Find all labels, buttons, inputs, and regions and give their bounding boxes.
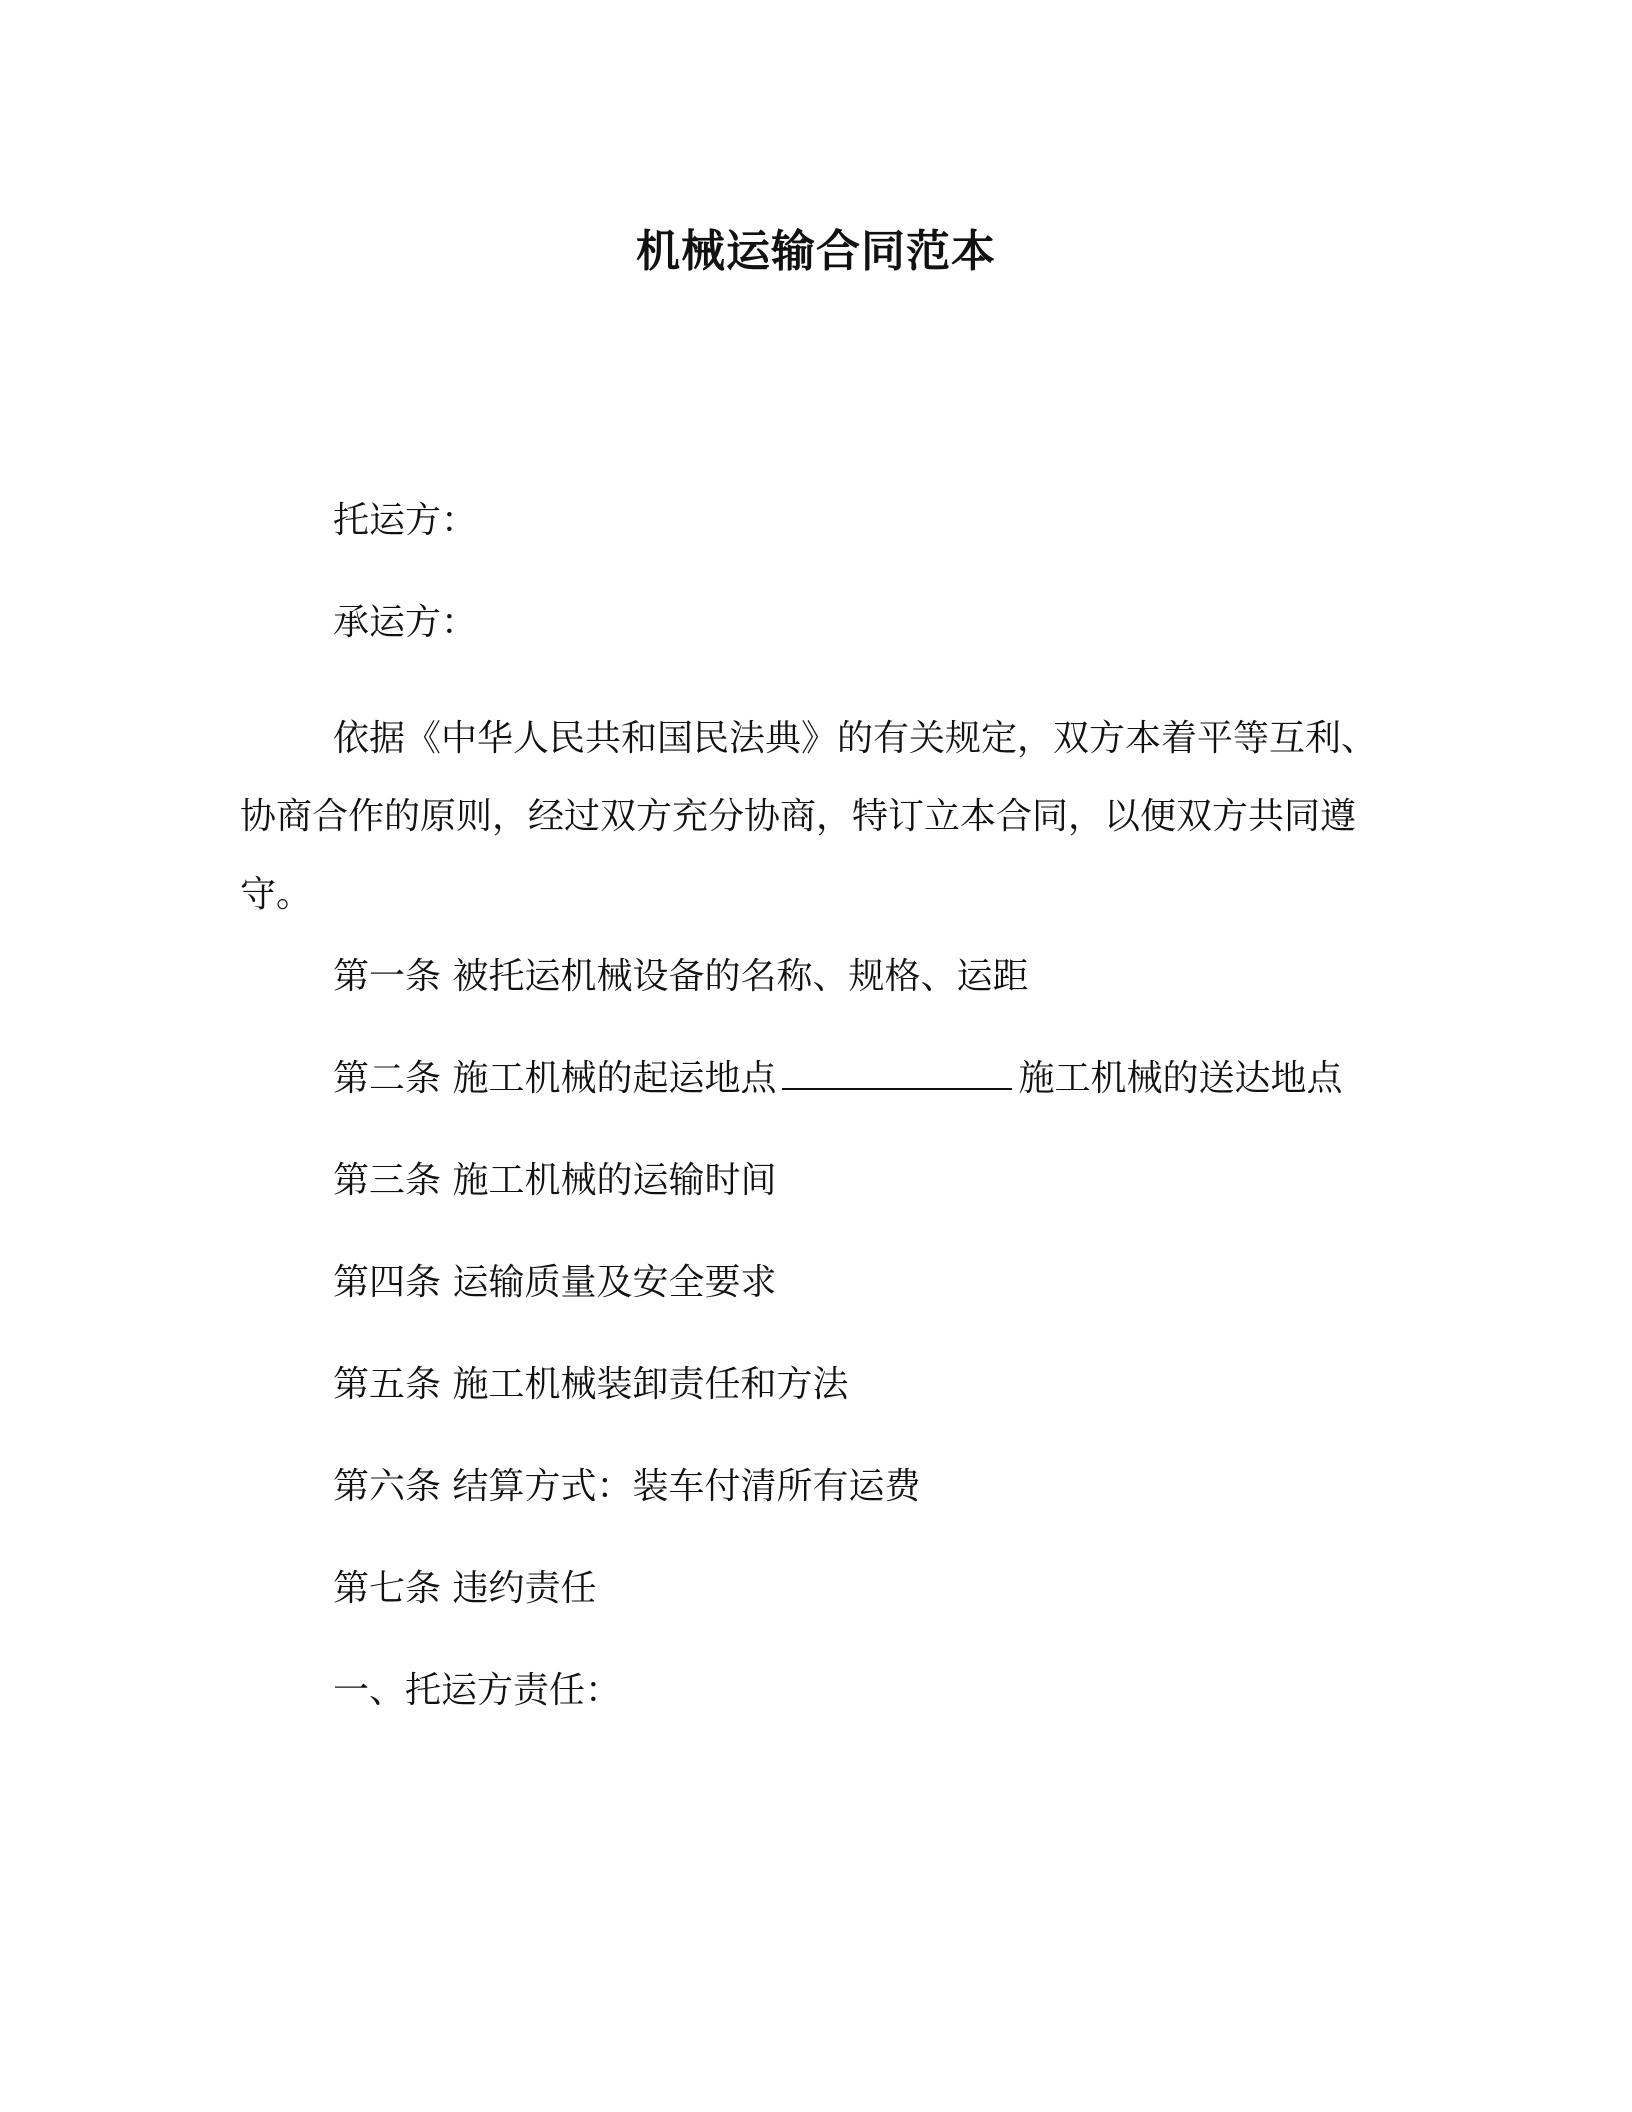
section-consignor-responsibility: 一、托运方责任：	[333, 1670, 622, 1711]
origin-blank-line	[782, 1058, 1012, 1090]
consignor-label: 托运方：	[333, 500, 478, 541]
article-2	[333, 1054, 1342, 1104]
document-title: 机械运输合同范本	[636, 226, 996, 277]
article-2-origin: 第二条 施工机械的起运地点	[333, 1058, 777, 1099]
article-5: 第五条 施工机械装卸责任和方法	[333, 1364, 849, 1405]
article-2-destination: 施工机械的送达地点	[1018, 1058, 1343, 1099]
article-3: 第三条 施工机械的运输时间	[333, 1160, 777, 1201]
carrier-label: 承运方：	[333, 602, 478, 643]
article-4: 第四条 运输质量及安全要求	[333, 1262, 777, 1303]
preamble-paragraph: 依据《中华人民共和国民法典》的有关规定，双方本着平等互利、协商合作的原则，经过双方充分协商，特订立本合同，以便双方共同遵守。	[240, 718, 1378, 915]
article-1: 第一条 被托运机械设备的名称、规格、运距	[333, 956, 1029, 997]
article-7: 第七条 违约责任	[333, 1568, 597, 1609]
article-6: 第六条 结算方式：装车付清所有运费	[333, 1466, 921, 1507]
